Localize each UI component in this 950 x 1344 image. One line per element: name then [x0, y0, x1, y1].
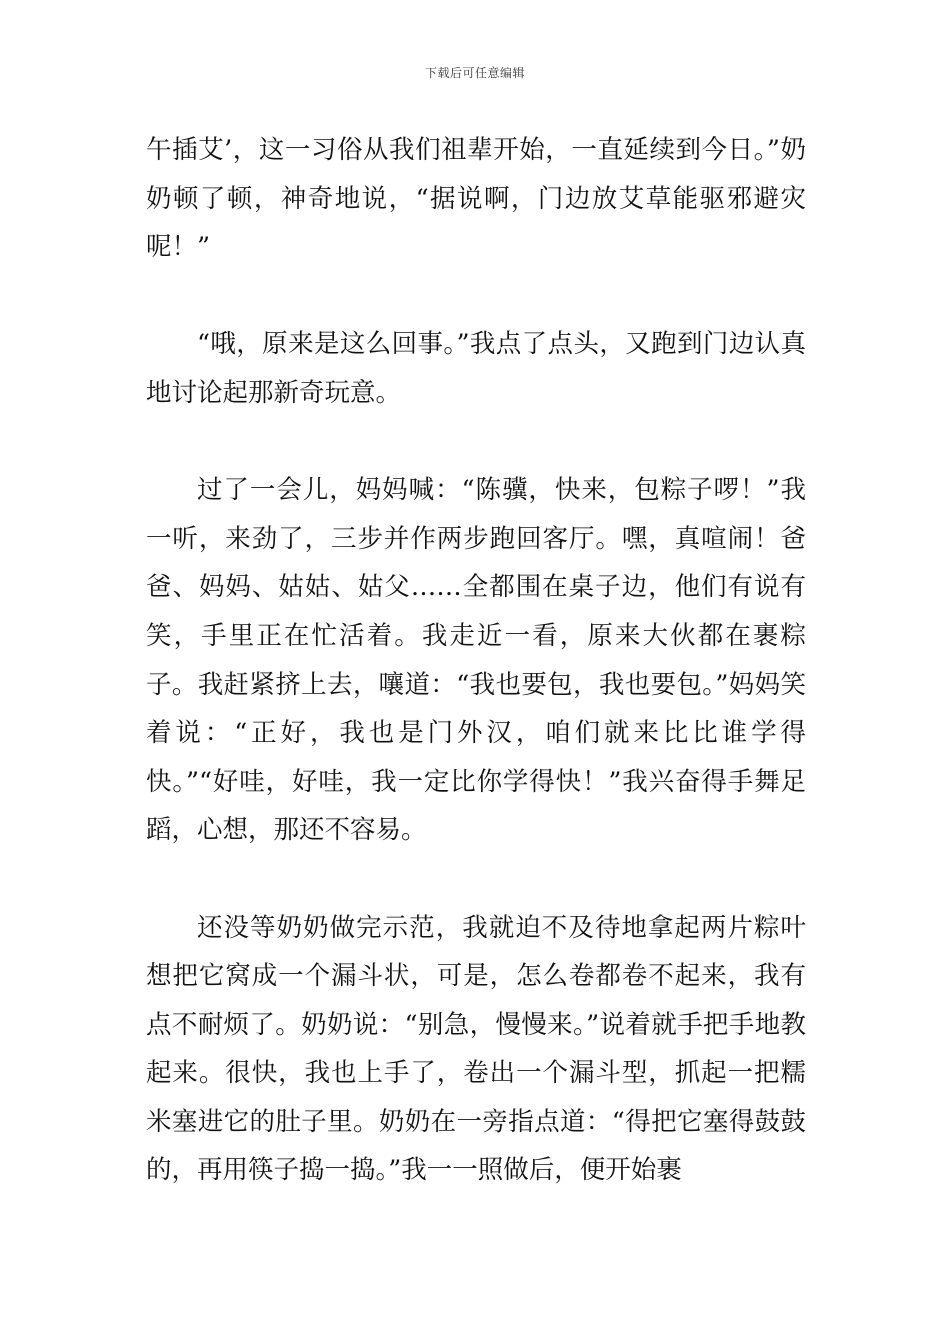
- paragraph-4: 还没等奶奶做完示范，我就迫不及待地拿起两片粽叶想把它窝成一个漏斗状，可是，怎么卷都卷不起来，我有点不耐烦了。奶奶说：“别急，慢慢来。”说着就手把手地教起来。很快，我也上手了，卷出一个漏斗型，抓起一把糯米塞进它的肚子里。奶奶在一旁指点道：“得把它塞得鼓鼓的，再用筷子捣一捣。”我一一照做后，便开始裹: [146, 912, 806, 1186]
- paragraph-2: “哦，原来是这么回事。”我点了点头，又跑到门边认真地讨论起那新奇玩意。: [146, 329, 806, 408]
- document-body: [146, 126, 806, 1195]
- page-header: 下载后可任意编辑: [424, 66, 525, 80]
- paragraph-3: 过了一会儿，妈妈喊：“陈骥，快来，包粽子啰！”我一听，来劲了，三步并作两步跑回客厅。嘿，真喧闹！爸爸、妈妈、姑姑、姑父……全都围在桌子边，他们有说有笑，手里正在忙活着。我走近一看，原来大伙都在裹粽子。我赶紧挤上去，嚷道：“我也要包，我也要包。”妈妈笑着说：“正好，我也是门外汉，咱们就来比比谁学得快。”“好哇，好哇，我一定比你学得快！”我兴奋得手舞足蹈，心想，那还不容易。: [146, 475, 806, 846]
- paragraph-1: 午插艾’，这一习俗从我们祖辈开始，一直延续到今日。”奶奶顿了顿，神奇地说，“据说啊，门边放艾草能驱邪避灾呢！”: [146, 135, 806, 263]
